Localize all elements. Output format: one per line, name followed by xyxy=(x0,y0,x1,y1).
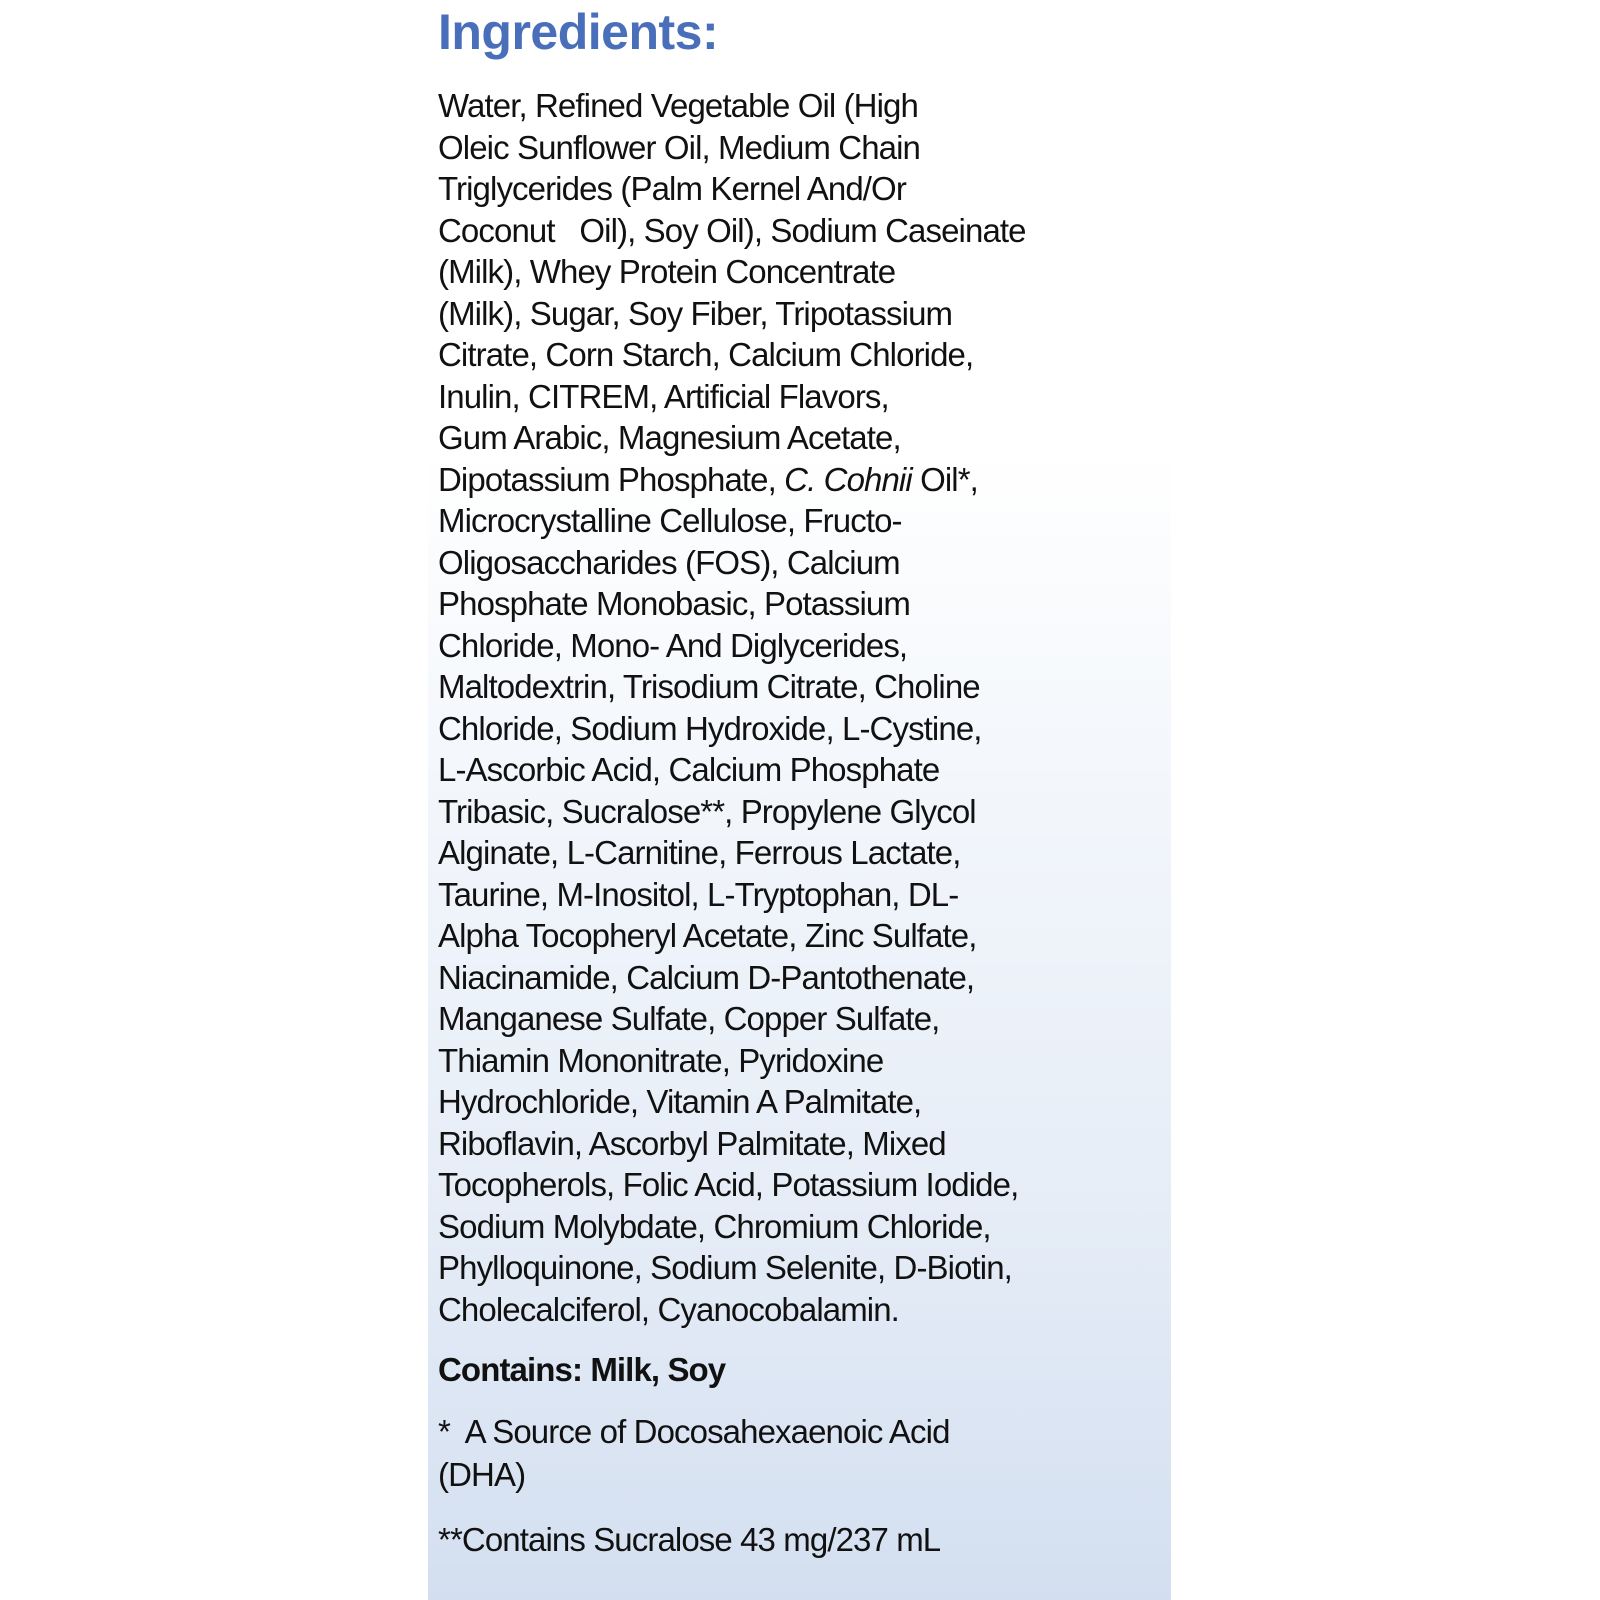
ingredients-line: Citrate, Corn Starch, Calcium Chloride, xyxy=(438,336,974,373)
ingredients-line: Tocopherols, Folic Acid, Potassium Iodide, xyxy=(438,1166,1019,1203)
ingredients-line: Coconut Oil), Soy Oil), Sodium Caseinate xyxy=(438,211,1026,249)
footnote-sucralose: **Contains Sucralose 43 mg/237 mL xyxy=(438,1521,941,1558)
ingredients-line: Alginate, L-Carnitine, Ferrous Lactate, xyxy=(438,834,961,871)
ingredients-line: Phylloquinone, Sodium Selenite, D-Biotin, xyxy=(438,1249,1012,1286)
ingredients-line: (Milk), Sugar, Soy Fiber, Tripotassium xyxy=(438,294,953,332)
ingredients-line: Chloride, Mono- And Diglycerides, xyxy=(438,626,908,664)
footnote-dha xyxy=(438,1410,1138,1496)
ingredients-line: (Milk), Whey Protein Concentrate xyxy=(438,253,896,290)
ingredients-line: Taurine, M-Inositol, L-Tryptophan, DL- xyxy=(438,875,959,913)
ingredients-line: Oleic Sunflower Oil, Medium Chain xyxy=(438,128,920,166)
ingredients-line: Riboflavin, Ascorbyl Palmitate, Mixed xyxy=(438,1124,946,1162)
allergen-statement: Contains: Milk, Soy xyxy=(438,1351,726,1388)
ingredients-line: Cholecalciferol, Cyanocobalamin. xyxy=(438,1290,899,1328)
ingredients-line: Triglycerides (Palm Kernel And/Or xyxy=(438,170,906,207)
footnote-line: (DHA) xyxy=(438,1456,526,1493)
ingredients-line: Chloride, Sodium Hydroxide, L-Cystine, xyxy=(438,709,982,747)
ingredients-list xyxy=(438,85,1138,1330)
ingredients-text: Oil*, xyxy=(911,460,978,498)
ingredients-line: Water, Refined Vegetable Oil (High xyxy=(438,87,918,124)
ingredients-italic-text: C. Cohnii xyxy=(784,460,912,498)
ingredients-text: Dipotassium Phosphate, xyxy=(438,460,785,498)
ingredients-line: Maltodextrin, Trisodium Citrate, Choline xyxy=(438,668,980,705)
ingredients-line: Oligosaccharides (FOS), Calcium xyxy=(438,543,900,581)
ingredients-line: Phosphate Monobasic, Potassium xyxy=(438,585,910,622)
ingredients-line: Alpha Tocopheryl Acetate, Zinc Sulfate, xyxy=(438,917,977,954)
ingredients-line: Hydrochloride, Vitamin A Palmitate, xyxy=(438,1083,922,1120)
ingredients-line: Gum Arabic, Magnesium Acetate, xyxy=(438,419,901,456)
ingredients-line: Thiamin Mononitrate, Pyridoxine xyxy=(438,1041,884,1079)
ingredients-line: L-Ascorbic Acid, Calcium Phosphate xyxy=(438,751,940,788)
footnote-line: * A Source of Docosahexaenoic Acid xyxy=(438,1413,950,1450)
ingredients-heading: Ingredients: xyxy=(438,4,719,60)
ingredients-line: Inulin, CITREM, Artificial Flavors, xyxy=(438,377,889,415)
ingredients-line: Sodium Molybdate, Chromium Chloride, xyxy=(438,1207,991,1245)
ingredients-line: Niacinamide, Calcium D-Pantothenate, xyxy=(438,958,975,996)
ingredients-line: Microcrystalline Cellulose, Fructo- xyxy=(438,502,902,539)
ingredients-line: Tribasic, Sucralose**, Propylene Glycol xyxy=(438,792,976,830)
ingredients-line-cohnii xyxy=(438,459,1138,501)
ingredients-line: Manganese Sulfate, Copper Sulfate, xyxy=(438,1000,940,1037)
